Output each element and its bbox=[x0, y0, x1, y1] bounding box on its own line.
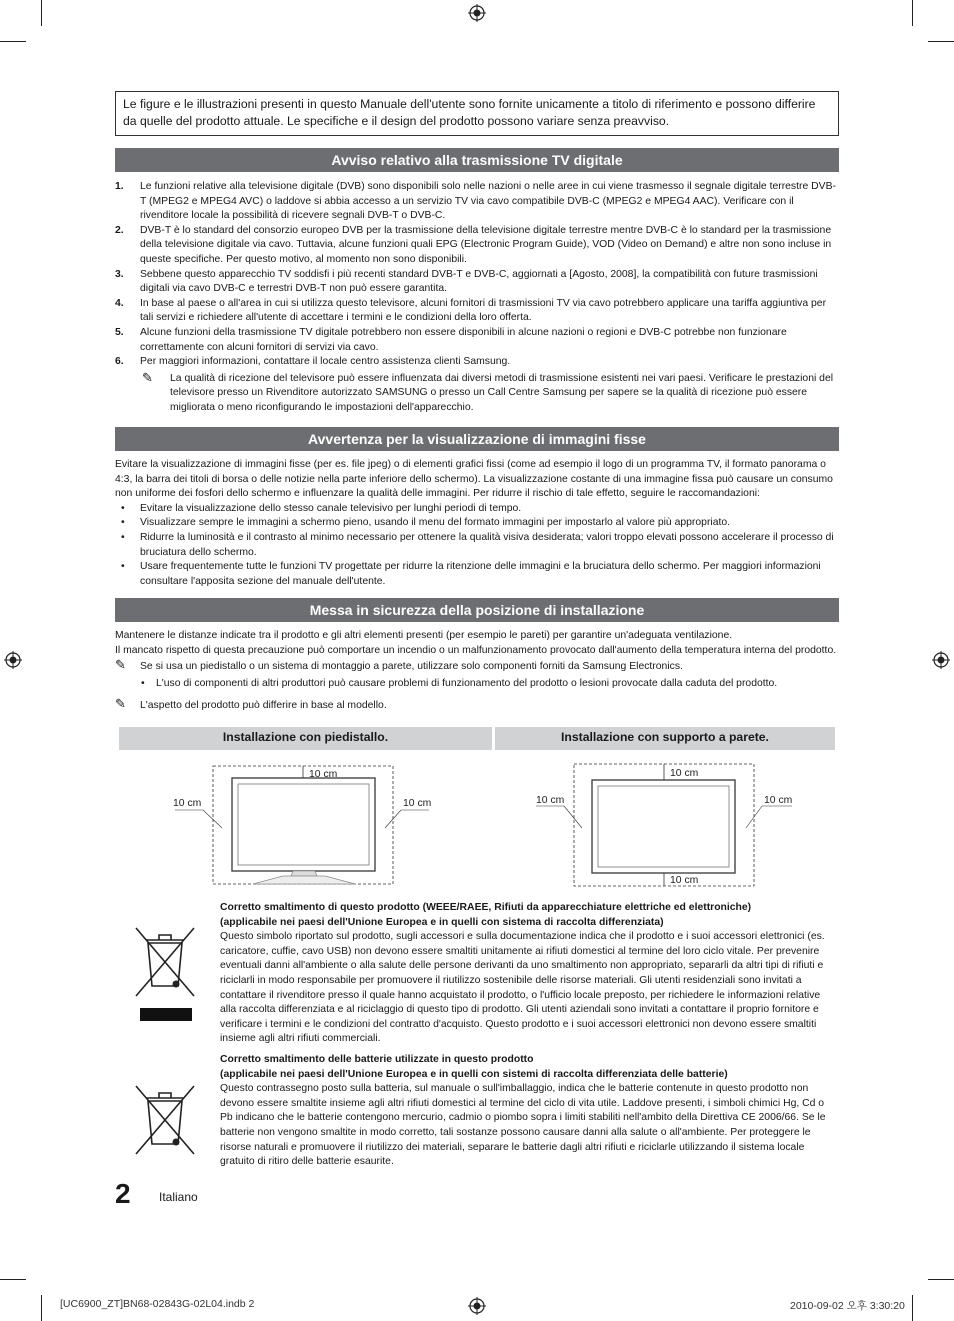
section-heading: Avviso relativo alla trasmissione TV digitale bbox=[115, 148, 839, 172]
crop-mark bbox=[928, 41, 954, 42]
note: ✎ L'aspetto del prodotto può differire in base al modello. bbox=[115, 696, 387, 712]
paragraph: Mantenere le distanze indicate tra il prodotto e gli altri elementi presenti (per esempio le pareti) per garantire un'adeguata ventilazione. bbox=[115, 630, 733, 641]
registration-mark-icon bbox=[468, 4, 486, 22]
note-pencil-icon: ✎ bbox=[115, 657, 126, 673]
crop-mark bbox=[0, 1279, 26, 1280]
crop-mark bbox=[41, 1295, 42, 1321]
page-language: Italiano bbox=[159, 1190, 198, 1204]
crop-mark bbox=[41, 0, 42, 26]
distance-label: 10 cm bbox=[764, 795, 793, 806]
list-item: • L'uso di componenti di altri produttori può causare problemi di funzionamento del prodotto o lesioni provocate dalla caduta del prodotto. bbox=[141, 677, 778, 689]
crop-mark bbox=[912, 0, 913, 26]
weee-disposal-block: Corretto smaltimento di questo prodotto (WEEE/RAEE, Rifiuti da apparecchiature elettriche ed elettroniche) (applicabile nei paesi dell'Unione Europea e in quelli con sistema di raccolta differenziata) Questo simbolo riportato sul prodotto, sugli accessori e sulla documentazione indica che il prodotto e i suoi accessori elettronici (es. caricatore, cuffie, cavo USB) non devono essere smaltiti unitamente ai rifiuti domestici al termine del loro ciclo vitale. Per prevenire eventuali danni all'ambiente o alla salute delle persone derivanti da uno smaltimento non appropriato, separarli da altri tipi di rifiuti e riciclarli in modo responsabile per promuovere il riutilizzo sostenibile delle risorse materiali. Gli utenti residenziali sono invitati a contattare il rivenditore presso il quale hanno acquistato il prodotto, o l'ufficio locale preposto, per richiedere le informazioni relative alla raccolta differenziata e al riciclaggio di questo tipo di prodotto. Gli utenti aziendali sono invitati a contattare il proprio fornitore e verificare i termini e le condizioni del contratto d'acquisto. Questo prodotto e i suoi accessori elettronici non devono essere smaltiti insieme agli altri rifiuti commerciali. bbox=[220, 901, 836, 1047]
section-heading: Messa in sicurezza della posizione di installazione bbox=[115, 598, 839, 622]
registration-mark-icon bbox=[4, 651, 22, 669]
list-item: 5. Alcune funzioni della trasmissione TV digitale potrebbero non essere disponibili in alcune nazioni o regioni e DVB-C potrebbe non funzionare correttamente con alcuni fornitori di servizi via cavo. bbox=[115, 326, 787, 353]
distance-label: 10 cm bbox=[536, 795, 565, 806]
burn-in-section bbox=[115, 458, 839, 589]
list-item: • Ridurre la luminosità e il contrasto al minimo necessario per ottenere la qualità visiva desiderata; valori troppo elevati possono accelerare il processo di bruciatura dello schermo. bbox=[121, 531, 834, 558]
registration-mark-icon bbox=[932, 651, 950, 669]
battery-bin-icon bbox=[132, 1084, 198, 1156]
distance-label: 10 cm bbox=[670, 768, 699, 779]
distance-label: 10 cm bbox=[173, 798, 202, 809]
note-pencil-icon: ✎ bbox=[115, 696, 126, 712]
list-item: 1. Le funzioni relative alla televisione digitale (DVB) sono disponibili solo nelle nazioni o nelle aree in cui viene trasmesso il segnale digitale terrestre DVB-T (MPEG2 e MPEG4 AVC) o laddove si abbia accesso a un servizio TV via cavo compatibile DVB-C (MPEG2 e MPEG4 AAC). Verificare con il rivenditore locale la possibilità di ricevere segnali DVB-T o DVB-C. bbox=[115, 181, 836, 222]
battery-disposal-block: Corretto smaltimento delle batterie utilizzate in questo prodotto (applicabile nei paesi dell'Unione Europea e in quelli con sistemi di raccolta differenziata delle batterie) Questo contrassegno posto sulla batteria, sul manuale o sull'imballaggio, indica che le batterie contenute in questo prodotto non devono essere smaltite insieme agli altri rifiuti domestici al termine del ciclo di vita utile. Laddove presenti, i simboli chimici Hg, Cd o Pb indicano che le batterie contengono mercurio, cadmio o piombo sopra i limiti stabiliti nell'ambito della Direttiva CE 2006/66. Se le batterie non vengono smaltite in modo corretto, tali sostanze possono causare danni alla salute o all'ambiente. Per proteggere le risorse naturali e promuovere il riutilizzo dei materiali, separare le batterie dagli altri rifiuti e riciclarle utilizzando il sistema locale gratuito di ritiro delle batterie esaurite. bbox=[220, 1053, 836, 1170]
distance-label: 10 cm bbox=[403, 798, 432, 809]
dvb-list bbox=[115, 180, 839, 416]
disclaimer-box: Le figure e le illustrazioni presenti in questo Manuale dell'utente sono fornite unicamente a titolo di riferimento e possono differire da quelle del prodotto attuale. Le specifiche e il design del prodotto possono variare senza preavviso. bbox=[115, 91, 839, 136]
list-item: 3. Sebbene questo apparecchio TV soddisfi i più recenti standard DVB-T e DVB-C, aggiornati a [Agosto, 2008], la compatibilità con future trasmissioni digitali via cavo DVB-C e terrestri DVB-T non può essere garantita. bbox=[115, 268, 818, 295]
list-item: • Visualizzare sempre le immagini a schermo pieno, usando il menu del formato immagini per impostarlo al valore più appropriato. bbox=[121, 517, 731, 529]
tv-stand-diagram bbox=[165, 760, 445, 890]
page-number: 2 bbox=[115, 1178, 131, 1209]
list-item: 2. DVB-T è lo standard del consorzio europeo DVB per la trasmissione della televisione digitale terrestre mentre DVB-C è lo standard per la trasmissione della televisione digitale via cavo. Tuttavia, alcune funzioni quali EPG (Electronic Program Guide), VOD (Video on Demand) e altre non sono incluse in queste specifiche. Per questo motivo, al momento non sono disponibili. bbox=[115, 224, 832, 265]
paragraph: Evitare la visualizzazione di immagini fisse (per es. file jpeg) o di elementi grafici fissi (come ad esempio il logo di un programma TV, il formato panorama o 4:3, la barra dei titoli di borsa o delle notizie nella parte inferiore dello schermo). La visualizzazione costante di una immagine fissa può causare un consumo non uniforme dei fosfori dello schermo e influenzare la qualità delle immagini. Per ridurre il rischio di tale effetto, seguire le raccomandazioni: bbox=[115, 459, 833, 500]
crop-mark bbox=[0, 41, 26, 42]
note-pencil-icon: ✎ bbox=[142, 369, 153, 385]
crop-mark bbox=[928, 1279, 954, 1280]
installation-section bbox=[115, 629, 839, 714]
column-header-stand: Installazione con piedistallo. bbox=[119, 727, 492, 750]
list-item: • Evitare la visualizzazione dello stesso canale televisivo per lunghi periodi di tempo. bbox=[121, 502, 522, 514]
weee-bin-icon bbox=[132, 924, 198, 1024]
distance-label: 10 cm bbox=[309, 769, 338, 780]
paragraph: Questo simbolo riportato sul prodotto, sugli accessori e sulla documentazione indica che il prodotto e i suoi accessori elettronici (es. caricatore, cuffie, cavo USB) non devono essere smaltiti unitamente ai rifiuti domestici al termine del loro ciclo vitale. Per prevenire eventuali danni all'ambiente o alla salute delle persone derivanti da uno smaltimento non appropriato, separarli da altri tipi di rifiuti e riciclarli in modo responsabile per promuovere il riutilizzo sostenibile delle risorse materiali. Gli utenti residenziali sono invitati a contattare il rivenditore presso il quale hanno acquistato il prodotto, o l'ufficio locale preposto, per richiedere le informazioni relative alla raccolta differenziata e al riciclaggio di questo tipo di prodotto. Gli utenti aziendali sono invitati a contattare il proprio fornitore e verificare i termini e le condizioni del contratto d'acquisto. Questo prodotto e i suoi accessori elettronici non devono essere smaltiti insieme agli altri rifiuti commerciali. bbox=[220, 931, 825, 1045]
list-item: • Usare frequentemente tutte le funzioni TV progettate per ridurre la ritenzione delle immagini e la bruciatura dello schermo. Per maggiori informazioni consultare l'apposita sezione del manuale dell'utente. bbox=[121, 561, 821, 587]
note: ✎ Se si usa un piedistallo o un sistema di montaggio a parete, utilizzare solo componenti forniti da Samsung Electronics. bbox=[115, 657, 683, 673]
note: ✎ La qualità di ricezione del televisore può essere influenzata dai diversi metodi di trasmissione esistenti nei vari paesi. Verificare le prestazioni del televisore presso un Rivenditore autorizzato SAMSUNG o presso un Call Centre Samsung per sapere se la qualità di ricezione può essere migliorata o meno riconfigurando le impostazioni dell'apparecchio. bbox=[142, 369, 834, 413]
footer-date: 2010-09-02 오후 3:30:20 bbox=[790, 1300, 905, 1312]
list-item: 4. In base al paese o all'area in cui si utilizza questo televisore, alcuni fornitori di trasmissioni TV via cavo potrebbero applicare una tariffa aggiuntiva per tali servizi e richiedere all'utente di accettare i termini e le condizioni della loro offerta. bbox=[115, 297, 827, 324]
column-header-wall: Installazione con supporto a parete. bbox=[495, 727, 835, 750]
distance-label: 10 cm bbox=[670, 875, 699, 886]
paragraph: Il mancato rispetto di questa precauzione può comportare un incendio o un malfunzionamento provocato dall'aumento della temperatura interna del prodotto. bbox=[115, 644, 837, 656]
tv-wall-diagram bbox=[530, 760, 810, 890]
footer-file: [UC6900_ZT]BN68-02843G-02L04.indb 2 bbox=[60, 1298, 255, 1310]
section-heading: Avvertenza per la visualizzazione di immagini fisse bbox=[115, 427, 839, 451]
paragraph: Questo contrassegno posto sulla batteria, sul manuale o sull'imballaggio, indica che le batterie contenute in questo prodotto non devono essere smaltite insieme agli altri rifiuti domestici al termine del ciclo di vita utile. Laddove presenti, i simboli chimici Hg, Cd o Pb indicano che le batterie contengono mercurio, cadmio o piombo sopra i limiti stabiliti nell'ambito della Direttiva CE 2006/66. Se le batterie non vengono smaltite in modo corretto, tali sostanze possono causare danni alla salute o all'ambiente. Per proteggere le risorse naturali e promuovere il riutilizzo dei materiali, separare le batterie dagli altri rifiuti e riciclarle utilizzando il sistema locale gratuito di ritiro delle batterie esaurite. bbox=[220, 1083, 826, 1168]
registration-mark-icon bbox=[468, 1297, 486, 1315]
list-item: 6. Per maggiori informazioni, contattare il locale centro assistenza clienti Samsung. bbox=[115, 356, 511, 368]
crop-mark bbox=[912, 1295, 913, 1321]
